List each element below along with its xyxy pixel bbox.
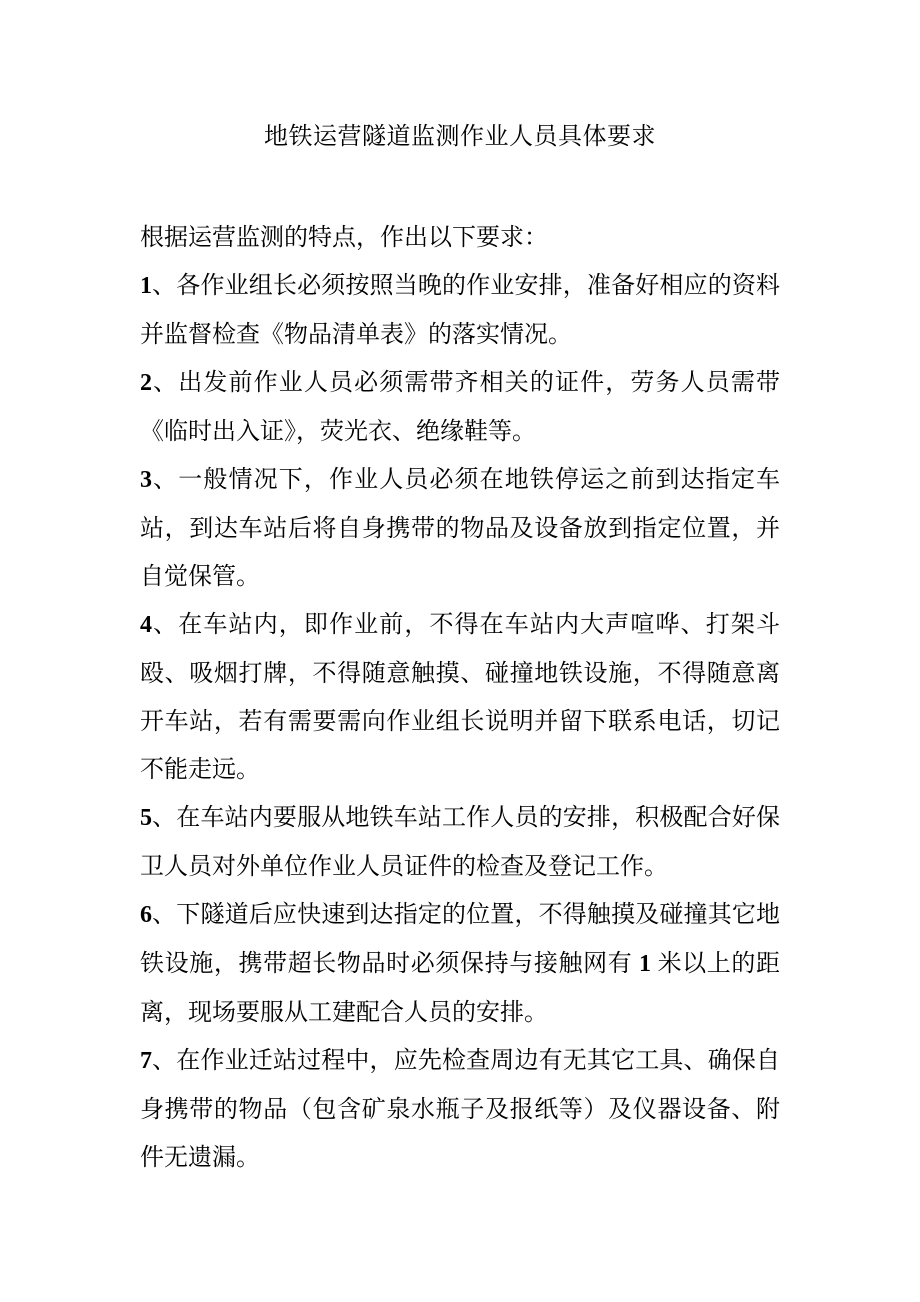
document-body [140, 213, 780, 1181]
item-text: 、在车站内，即作业前，不得在车站内大声喧哗、打架斗殴、吸烟打牌，不得随意触摸、碰撞地铁设施，不得随意离开车站，若有需要需向作业组长说明并留下联系电话，切记不能走远。 [140, 610, 780, 783]
requirement-item-1 [140, 261, 780, 358]
item-text: 、各作业组长必须按照当晚的作业安排，准备好相应的资料并监督检查《物品清单表》的落实情况。 [140, 271, 780, 348]
item-number: 6 [140, 902, 152, 928]
item-text: 、一般情况下，作业人员必须在地铁停运之前到达指定车站，到达车站后将自身携带的物品及设备放到指定位置，并自觉保管。 [140, 465, 780, 590]
item-text: 、在作业迁站过程中，应先检查周边有无其它工具、确保自身携带的物品（包含矿泉水瓶子及报纸等）及仪器设备、附件无遗漏。 [140, 1046, 780, 1171]
requirement-item-7 [140, 1036, 780, 1181]
document-title: 地铁运营隧道监测作业人员具体要求 [264, 122, 656, 150]
item-text: 、在车站内要服从地铁车站工作人员的安排，积极配合好保卫人员对外单位作业人员证件的检查及登记工作。 [140, 803, 780, 880]
requirement-item-4 [140, 600, 780, 793]
item-number: 3 [140, 467, 152, 493]
intro-paragraph: 根据运营监测的特点，作出以下要求： [140, 223, 548, 251]
item-text-part-b: 米以上的距离，现场要服从工建配合人员的安排。 [140, 949, 781, 1026]
item-number: 5 [140, 805, 152, 831]
requirement-item-5 [140, 793, 780, 890]
item-number: 1 [140, 273, 152, 299]
item-number: 7 [140, 1048, 152, 1074]
requirement-item-3 [140, 455, 780, 600]
requirement-item-2 [140, 358, 780, 455]
item-text-part-a: 、下隧道后应快速到达指定的位置，不得触摸及碰撞其它地铁设施，携带超长物品时必须保持与接触网有 [140, 900, 780, 977]
item-number: 2 [140, 370, 152, 396]
item-text: 、出发前作业人员必须需带齐相关的证件，劳务人员需带《临时出入证》，荧光衣、绝缘鞋等。 [140, 368, 780, 445]
item-number: 4 [140, 612, 152, 638]
requirement-item-6 [140, 890, 780, 1036]
inline-number: 1 [638, 951, 651, 977]
